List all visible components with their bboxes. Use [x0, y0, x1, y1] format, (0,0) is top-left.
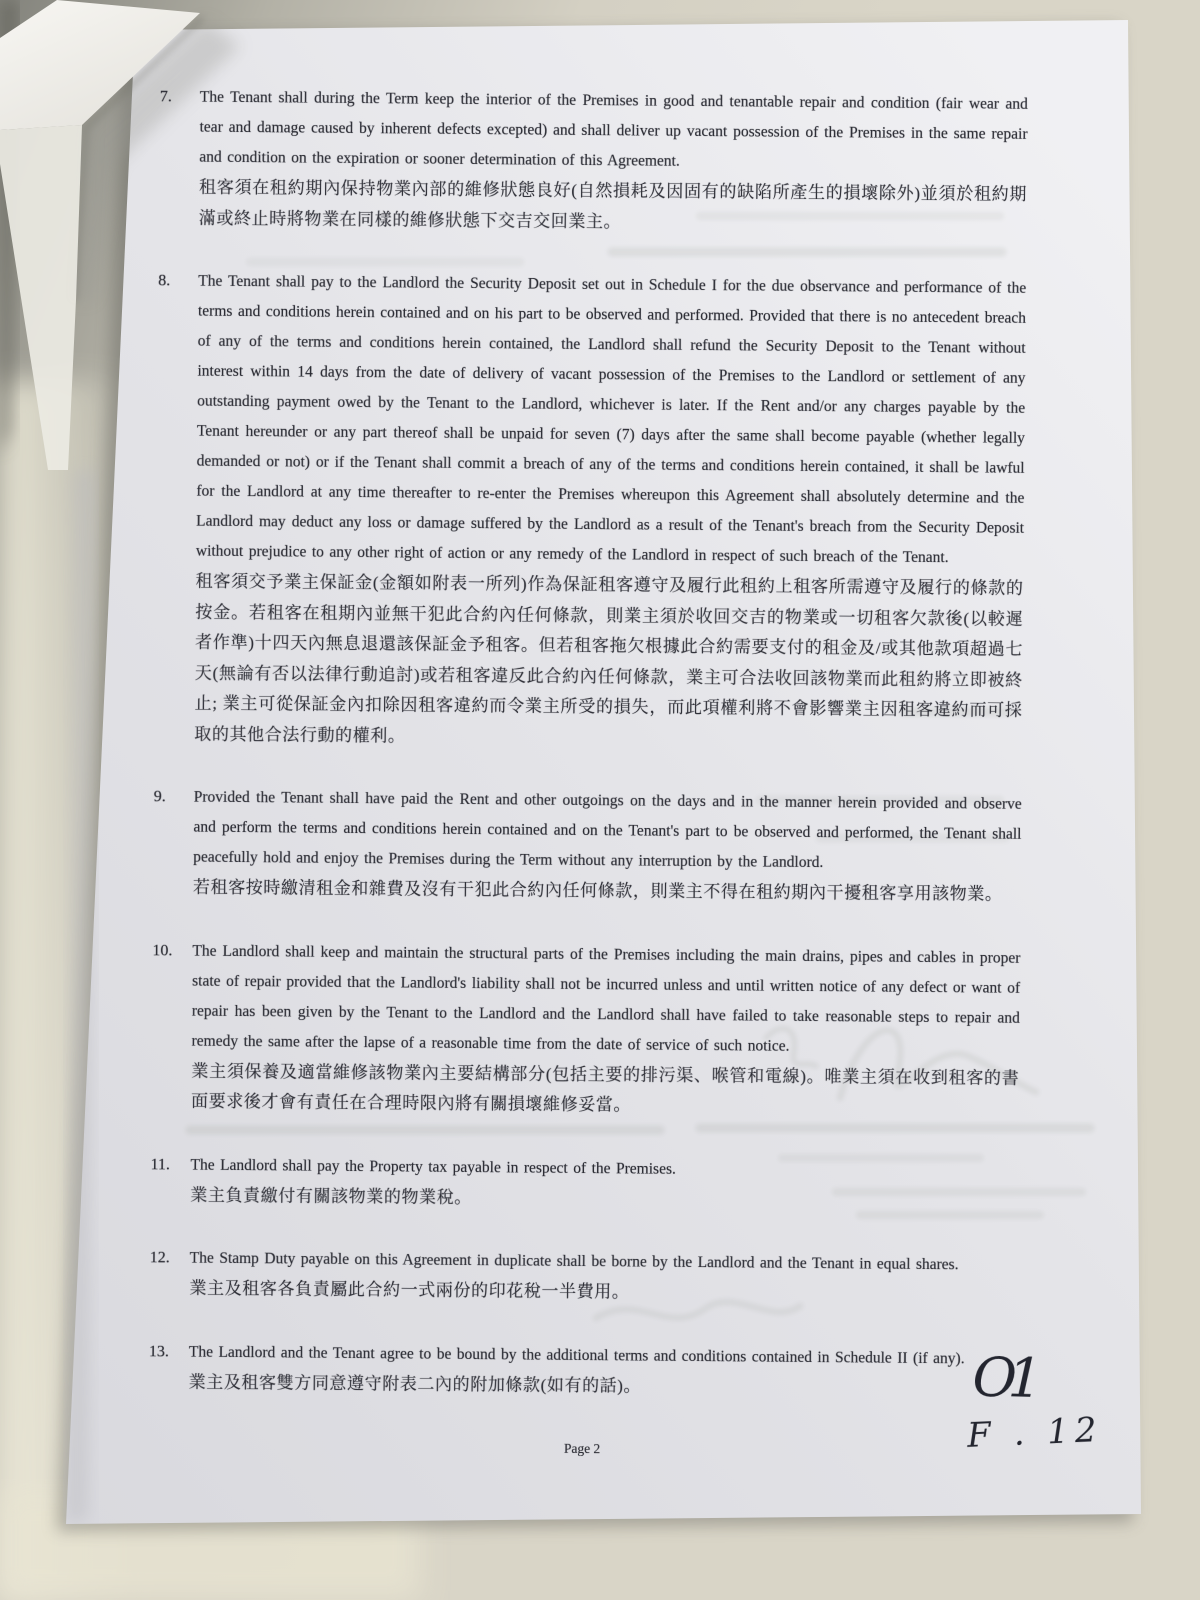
- clause-text-chinese: 業主及租客各負責屬此合約一式兩份的印花稅一半費用。: [189, 1278, 630, 1302]
- clause-body: [199, 83, 1028, 241]
- clause-9: [153, 782, 1022, 910]
- handwritten-initials: O1: [971, 1345, 1035, 1410]
- clause-body: [193, 783, 1022, 911]
- clause-11: [150, 1150, 1018, 1218]
- clause-7: [159, 82, 1028, 241]
- clause-body: [191, 936, 1021, 1124]
- clause-number: 10.: [152, 941, 173, 959]
- clause-text-chinese: 業主及租客雙方同意遵守附表二內的附加條款(如有的話)。: [188, 1372, 642, 1396]
- clause-text-english: Provided the Tenant shall have paid the Rent and other outgoings on the days and in the manner herein provided and observe and perform the terms and conditions herein contained and on the Tenant's part to be observed and performed, the Tenant shall peacefully hold and enjoy the Premises during the Term without any interruption by the Landlord.: [193, 788, 1022, 872]
- clause-text-english: The Stamp Duty payable on this Agreement in duplicate shall be borne by the Landlord and the Tenant in equal shares.: [189, 1249, 959, 1274]
- clause-text-english: The Tenant shall during the Term keep the interior of the Premises in good and tenantable repair and condition (fair wear and tear and damage caused by inherent defects excepted) and shall deliver up vacant possession of the Premises in the same repair and condition on the expiration or sooner determination of this Agreement.: [199, 88, 1028, 170]
- clause-body: [189, 1244, 1017, 1312]
- clause-text-chinese: 租客須交予業主保証金(金額如附表一所列)作為保証租客遵守及履行此租約上租客所需遵守及履行的條款的按金。若租客在租期內並無干犯此合約內任何條款，則業主須於收回交吉的物業或一切租客欠款後(以較遲者作準)十四天內無息退還該保証金予租客。但若租客拖欠根據此合約需要支付的租金及/或其他款項超過七天(無論有否以法律行動追討)或若租客違反此合約內任何條款，業主可合法收回該物業而此租約將立即被終止; 業主可從保証金內扣除因租客違約而令業主所受的損失，而此項權利將不會影響業主因租客違約而可採取的其他合法行動的權利。: [194, 571, 1024, 745]
- clause-text-english: The Landlord and the Tenant agree to be bound by the additional terms and conditions contained in Schedule II (if any).: [188, 1343, 965, 1367]
- clause-10: [151, 936, 1021, 1125]
- clause-8: [154, 266, 1026, 757]
- clause-number: 7.: [159, 88, 172, 106]
- clause-text-chinese: 若租客按時繳清租金和雜費及沒有干犯此合約內任何條款，則業主不得在租約期內干擾租客享用該物業。: [192, 877, 1003, 904]
- clause-text-chinese: 租客須在租約期內保持物業內部的維修狀態良好(自然損耗及因固有的缺陷所產生的損壞除外)並須於租約期滿或終止時將物業在同樣的維修狀態下交吉交回業主。: [198, 177, 1028, 231]
- clause-number: 13.: [148, 1342, 169, 1360]
- clause-text-english: The Landlord shall pay the Property tax payable in respect of the Premises.: [190, 1156, 676, 1178]
- clause-text-chinese: 業主負責繳付有關該物業的物業稅。: [190, 1185, 472, 1207]
- clause-text-english: The Tenant shall pay to the Landlord the Security Deposit set out in Schedule I for the due observance and performance of the terms and conditions herein contained and on his part to be observed and performed. Provided that there is no antecedent breach of any of the terms and conditions herein contained, the Landlord shall refund the Security Deposit to the Tenant without interest within 14 days from the date of delivery of vacant possession of the Premises to the Landlord or settlement of any outstanding payment owed by the Tenant to the Landlord, whichever is later. If the Rent and/or any charges payable by the Tenant hereunder or any part thereof shall be unpaid for seven (7) days after the same shall become payable (whether legally demanded or not) or if the Tenant shall commit a breach of any of the terms and conditions herein contained, it shall be lawful for the Landlord at any time thereafter to re-enter the Premises whereupon this Agreement shall absolutely determine and the Landlord may deduct any loss or damage suffered by the Landlord as a result of the Tenant's breach from the Security Deposit without prejudice to any other right of action or any remedy of the Landlord in respect of such breach of the Tenant.: [195, 272, 1027, 567]
- agreement-page: [148, 82, 1028, 1461]
- clause-number: 11.: [150, 1155, 171, 1173]
- clause-number: 12.: [149, 1249, 170, 1267]
- page-number: Page 2: [563, 1440, 601, 1457]
- handwritten-reference: F . 12: [966, 1410, 1104, 1456]
- clause-text-chinese: 業主須保養及適當維修該物業內主要結構部分(包括主要的排污渠、喉管和電線)。唯業主須在收到租客的書面要求後才會有責任在合理時限內將有關損壞維修妥當。: [191, 1061, 1020, 1115]
- clause-body: [189, 1337, 1017, 1405]
- clause-13: [149, 1337, 1017, 1405]
- clause-12: [149, 1243, 1017, 1311]
- clause-number: 9.: [153, 788, 166, 806]
- clause-text-english: The Landlord shall keep and maintain the structural parts of the Premises including the main drains, pipes and cables in proper state of repair provided that the Landlord's liability shall not be incurred unless and until written notice of any defect or want of repair has been given by the Tenant to the Landlord and the Landlord shall have failed to take reasonable steps to repair and remedy the same after the lapse of a reasonable time from the date of service of such notice.: [191, 942, 1021, 1055]
- clause-body: [190, 1150, 1018, 1218]
- handwritten-annotation: [966, 1345, 1105, 1456]
- clause-body: [194, 267, 1026, 757]
- clause-number: 8.: [158, 272, 171, 290]
